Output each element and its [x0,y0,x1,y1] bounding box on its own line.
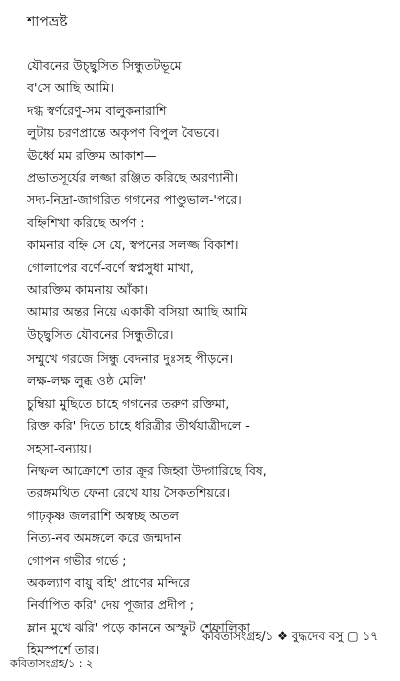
poem-stanza [27,55,247,346]
poem-line: লক্ষ-লক্ষ লুব্ধ ওষ্ঠ মেলি' [27,373,147,389]
poem-line: ম্লান মুখে ঝরি' পড়ে কাননে অস্ফুট শেফালিকা [27,619,251,635]
poem-line: প্রভাতসূর্যের লজ্জা রঞ্জিত করিছে অরণ্যানী। [27,169,239,185]
poem-line: ব'সে আছি আমি। [27,80,114,96]
poem-line: হিমস্পর্শে তার। [27,642,100,658]
poem-line: গোপন গভীর গর্ভে ; [27,552,127,568]
poem-line: আমার অন্তর নিয়ে একাকী বসিয়া আছি আমি [27,304,248,320]
poem-line: যৌবনের উচ্ছ্বসিত সিন্ধুতটভূমে [27,58,182,73]
poem-line: উচ্ছ্বসিত যৌবনের সিন্ধুতীরে। [27,326,174,342]
poem-line: সদ্য-নিদ্রা-জাগরিত গগনের পাণ্ডুভাল-'পরে। [27,192,242,208]
poem-line: সম্মুখে গরজে সিন্ধু বেদনার দুঃসহ পীড়নে। [27,351,234,366]
poem-line: বহ্নিশিখা করিছে অর্পণ : [27,214,145,230]
poem-line: অকল্যাণ বায়ু বহি' প্রাণের মন্দিরে [27,574,190,590]
poem-line: তরঙ্গমথিত ফেনা রেখে যায় সৈকতশিয়রে। [27,485,231,501]
poem-line: ঊর্ধ্বে মম রক্তিম আকাশ— [27,147,157,163]
poem-line: গাঢ়কৃষ্ণ জলরাশি অস্বচ্ছ অতল [27,507,179,523]
poem-line: দগ্ধ স্বর্ণরেণু-সম বালুকনারাশি [27,102,167,118]
poem-stanza [27,348,267,661]
poem-line: গোলাপের বর্ণে-বর্ণে স্বপ্নসুধা মাখা, [27,259,194,275]
poem-line: কামনার বহ্নি সে যে, স্বপনের সলজ্জ বিকাশ। [27,237,239,253]
page-signature: কবিতাসংগ্রহ/১ : ২ [10,657,94,670]
poem-line: নির্বাপিত করি' দেয় পূজার প্রদীপ ; [27,597,194,613]
poem-line: নিত্য-নব অমঙ্গলে করে জন্মদান [27,530,182,546]
poem-title: শাপভ্রষ্ট [27,14,68,30]
poem-line: সহসা-বন্যায়। [27,440,92,456]
poem-line: লুটায় চরণপ্রান্তে অকৃপণ বিপুল বৈভবে। [27,125,220,141]
running-footer: কবিতাসংগ্রহ/১ ❖ বুদ্ধদেব বসু ▢ ১৭ [202,629,378,643]
poem-line: রিক্ত করি' দিতে চাহে ধরিত্রীর তীর্থযাত্রীদলে - [27,418,250,434]
poem-line: চুম্বিয়া মুছিতে চাহে গগনের তরুণ রক্তিমা, [27,395,230,411]
poem-line: নিষ্ফল আক্রোশে তার ক্রূর জিহ্বা উদ্গারিছে বিষ, [27,462,267,478]
poem-line: আরক্তিম কামনায় আঁকা। [27,281,149,297]
